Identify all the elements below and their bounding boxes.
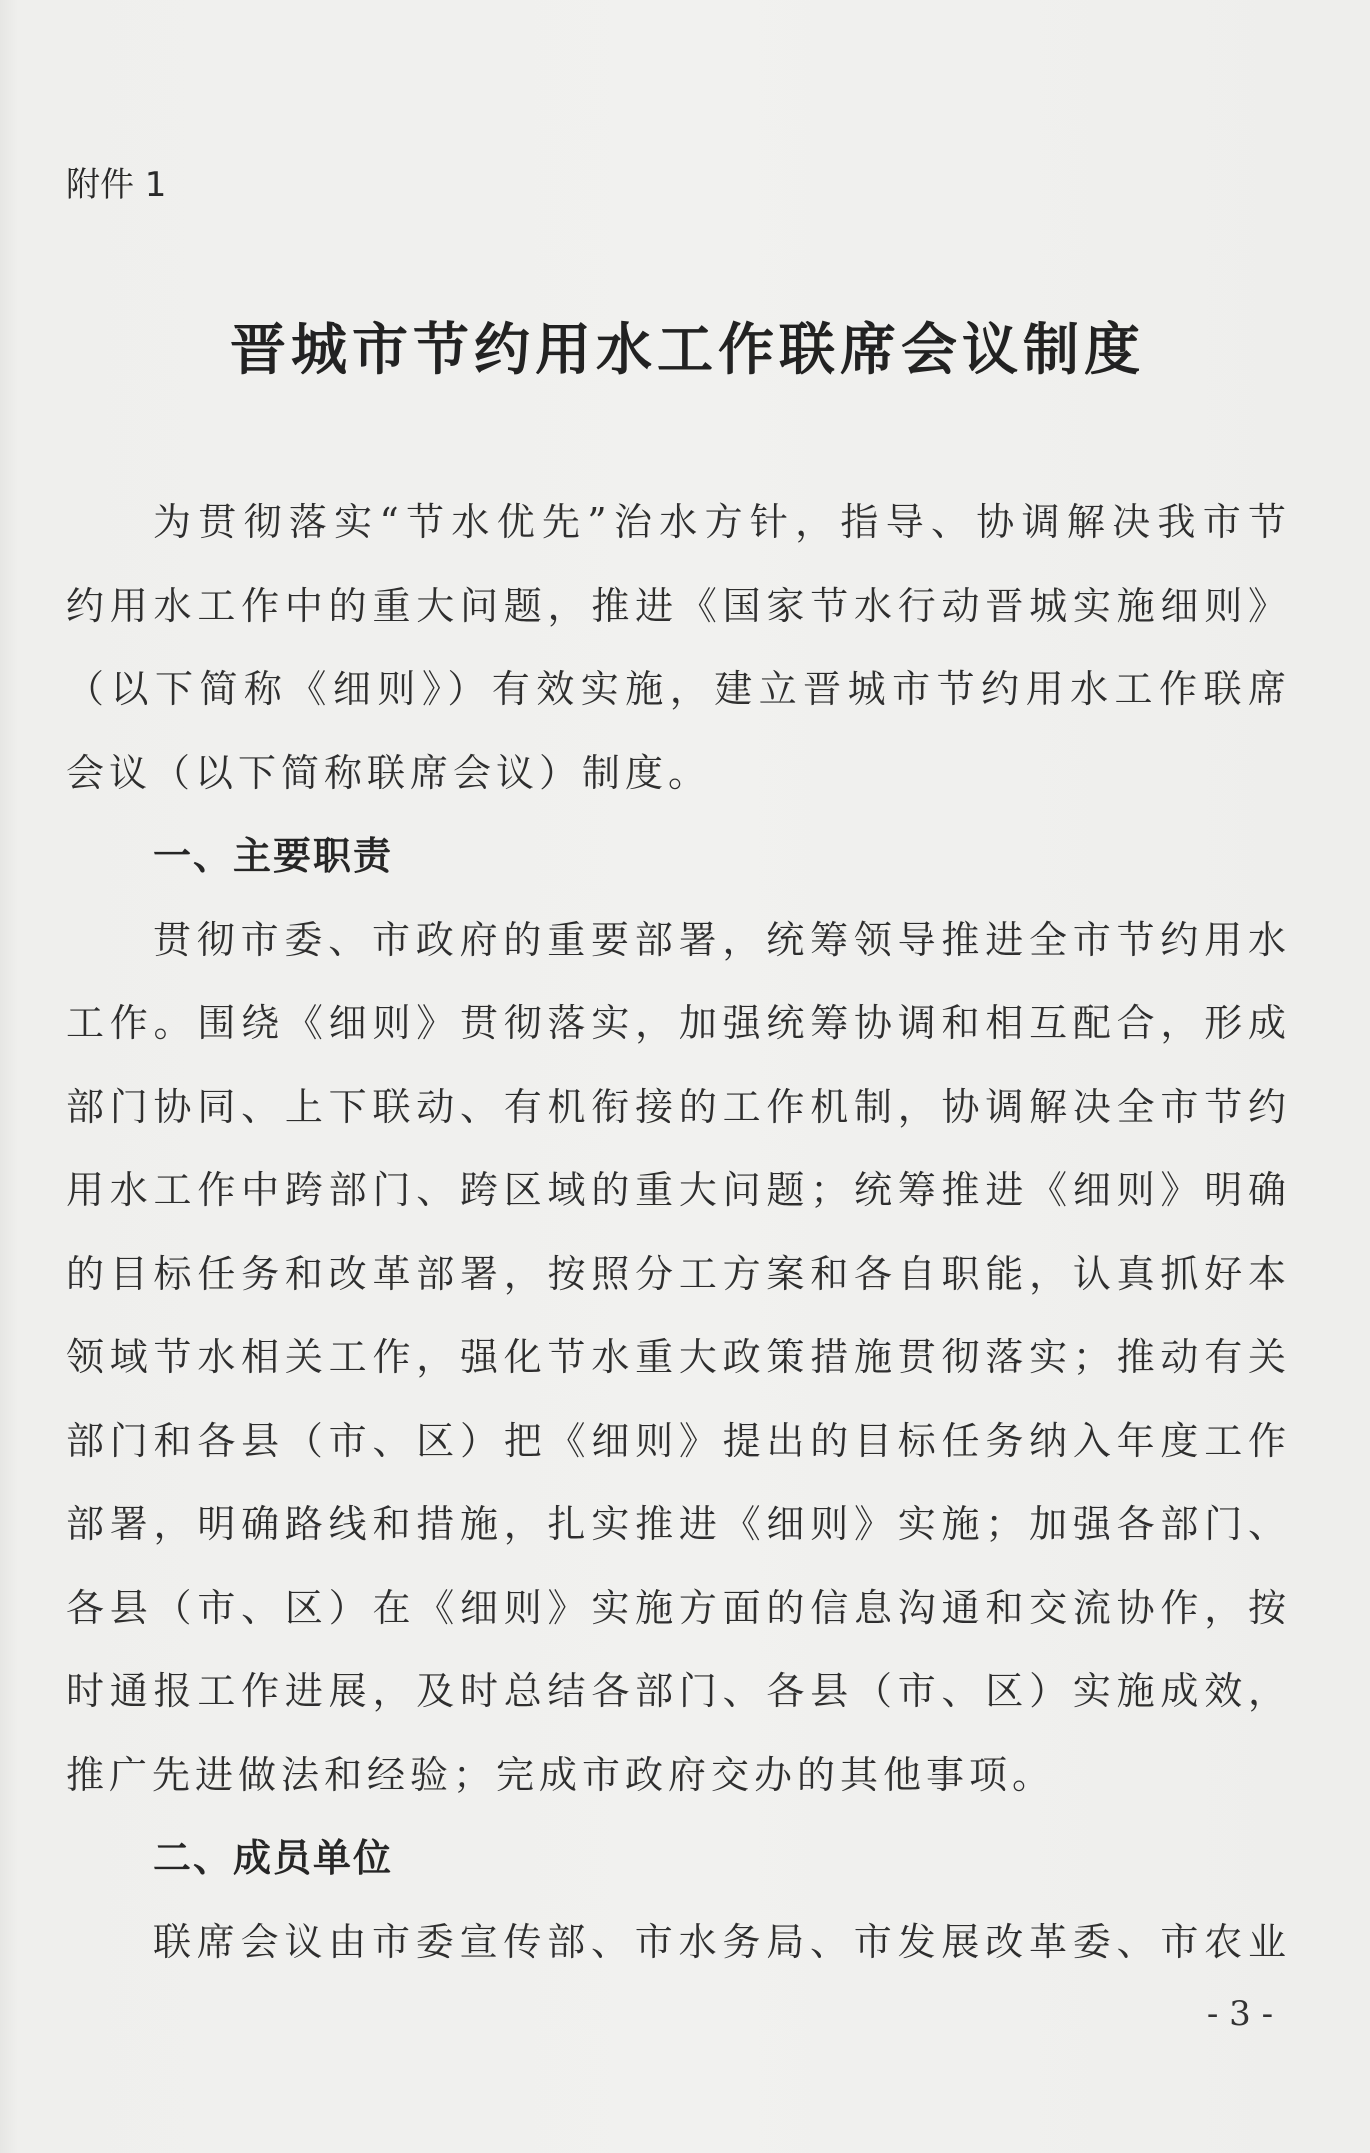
paragraph-line: 时通报工作进展，及时总结各部门、各县（市、区）实施成效， <box>66 1669 1286 1713</box>
section-heading-member-units: 二、成员单位 <box>153 1836 394 1880</box>
paragraph-line: 工作。围绕《细则》贯彻落实，加强统筹协调和相互配合，形成 <box>66 1001 1286 1045</box>
paragraph-line: 联席会议由市委宣传部、市水务局、市发展改革委、市农业 <box>153 1919 1286 1964</box>
main-duties-paragraph <box>66 899 1286 1818</box>
paragraph-line: 领域节水相关工作，强化节水重大政策措施贯彻落实；推动有关 <box>66 1335 1286 1379</box>
paragraph-line: 的目标任务和改革部署，按照分工方案和各自职能，认真抓好本 <box>66 1251 1286 1296</box>
paragraph-line: 部门和各县（市、区）把《细则》提出的目标任务纳入年度工作 <box>66 1418 1286 1463</box>
attachment-label: 附件 1 <box>66 165 167 205</box>
paragraph-line: 用水工作中跨部门、跨区域的重大问题；统筹推进《细则》明确 <box>66 1168 1286 1212</box>
member-units-paragraph <box>66 1901 1286 1985</box>
paragraph-line: 约用水工作中的重大问题，推进《国家节水行动晋城实施细则》 <box>66 583 1286 628</box>
paragraph-line: 会议（以下简称联席会议）制度。 <box>66 750 712 795</box>
paragraph-line: 为贯彻落实“节水优先”治水方针，指导、协调解决我市节 <box>153 500 1286 544</box>
document-body <box>66 481 1286 1984</box>
paragraph-line: 部门协同、上下联动、有机衔接的工作机制，协调解决全市节约 <box>66 1084 1286 1129</box>
document-title: 晋城市节约用水工作联席会议制度 <box>230 317 1145 383</box>
paragraph-line: 贯彻市委、市政府的重要部署，统筹领导推进全市节约用水 <box>153 917 1286 962</box>
paragraph-line: 推广先进做法和经验；完成市政府交办的其他事项。 <box>66 1752 1056 1797</box>
paragraph-line: 部署，明确路线和措施，扎实推进《细则》实施；加强各部门、 <box>66 1502 1286 1546</box>
intro-paragraph <box>66 481 1286 815</box>
page-number: - 3 - <box>1206 1994 1274 2034</box>
paragraph-line: （以下简称《细则》）有效实施，建立晋城市节约用水工作联席 <box>66 667 1286 711</box>
paragraph-line: 各县（市、区）在《细则》实施方面的信息沟通和交流协作，按 <box>66 1585 1286 1630</box>
section-heading-main-duties: 一、主要职责 <box>153 834 394 878</box>
